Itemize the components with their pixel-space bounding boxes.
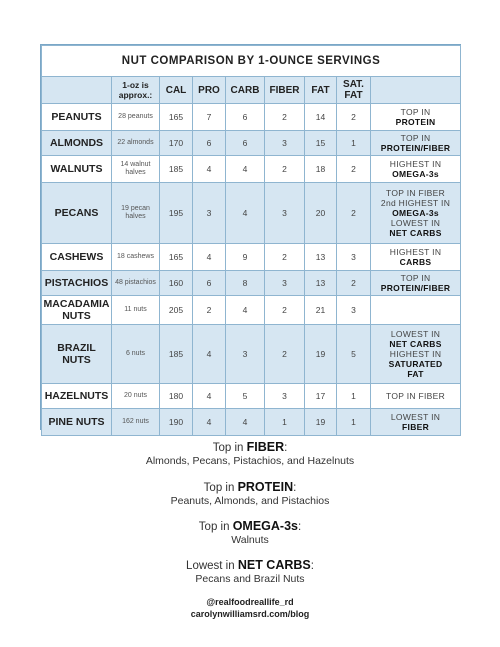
note-line: NET CARBS <box>389 228 442 238</box>
table-row <box>42 183 461 244</box>
cell-cal: 185 <box>160 156 193 183</box>
cell-carb: 4 <box>226 183 265 244</box>
header-carb: CARB <box>226 77 265 104</box>
cell-fat: 18 <box>305 156 337 183</box>
cell-fiber: 1 <box>265 409 305 436</box>
cell-fat: 20 <box>305 183 337 244</box>
summary-suffix: : <box>284 442 288 454</box>
website-url: carolynwilliamsrd.com/blog <box>190 609 310 619</box>
header-note-empty <box>371 77 461 104</box>
cell-fiber: 3 <box>265 271 305 296</box>
nut-name: ALMONDS <box>42 131 112 156</box>
cell-pro: 7 <box>193 104 226 131</box>
cell-carb: 3 <box>226 325 265 384</box>
header-nut-empty <box>42 77 112 104</box>
table-title: NUT COMPARISON BY 1-OUNCE SERVINGS <box>42 46 461 77</box>
summary-heading <box>0 480 500 494</box>
note-line: PROTEIN <box>395 117 436 127</box>
note-line: TOP IN <box>400 273 431 283</box>
header-satfat: SAT. FAT <box>337 77 371 104</box>
note-line: OMEGA-3s <box>392 169 439 179</box>
header-pro: PRO <box>193 77 226 104</box>
cell-carb: 9 <box>226 244 265 271</box>
note-line: SATURATED <box>388 359 443 369</box>
table-row <box>42 384 461 409</box>
credits <box>0 596 500 620</box>
cell-approx: 6 nuts <box>112 325 160 384</box>
cell-fat: 17 <box>305 384 337 409</box>
summary-heading <box>0 519 500 533</box>
table-row <box>42 271 461 296</box>
cell-approx: 22 almonds <box>112 131 160 156</box>
note-line: HIGHEST IN <box>389 159 442 169</box>
cell-pro: 4 <box>193 156 226 183</box>
summary-heading <box>0 558 500 572</box>
cell-fiber: 2 <box>265 104 305 131</box>
nut-name: PEANUTS <box>42 104 112 131</box>
cell-satfat: 3 <box>337 244 371 271</box>
cell-note <box>371 104 461 131</box>
summary-suffix: : <box>310 560 314 572</box>
cell-note <box>371 384 461 409</box>
cell-cal: 205 <box>160 296 193 325</box>
nut-name: PINE NUTS <box>42 409 112 436</box>
cell-fat: 21 <box>305 296 337 325</box>
note-line: CARBS <box>399 257 432 267</box>
cell-cal: 195 <box>160 183 193 244</box>
summary-block <box>0 519 500 546</box>
summary-detail: Walnuts <box>231 534 269 546</box>
nut-name: WALNUTS <box>42 156 112 183</box>
cell-fiber: 3 <box>265 131 305 156</box>
cell-cal: 190 <box>160 409 193 436</box>
cell-fiber: 3 <box>265 183 305 244</box>
cell-pro: 6 <box>193 271 226 296</box>
table-row <box>42 244 461 271</box>
summary-block <box>0 558 500 585</box>
cell-fiber: 3 <box>265 384 305 409</box>
cell-carb: 6 <box>226 131 265 156</box>
cell-note <box>371 131 461 156</box>
cell-fat: 19 <box>305 325 337 384</box>
cell-satfat: 5 <box>337 325 371 384</box>
cell-fat: 13 <box>305 244 337 271</box>
nut-name: PISTACHIOS <box>42 271 112 296</box>
cell-note <box>371 244 461 271</box>
table-row <box>42 156 461 183</box>
cell-satfat: 1 <box>337 409 371 436</box>
note-line: OMEGA-3s <box>392 208 439 218</box>
cell-note <box>371 156 461 183</box>
summary-keyword: OMEGA-3s <box>232 519 298 533</box>
cell-pro: 6 <box>193 131 226 156</box>
summary-prefix: Top in <box>203 482 238 494</box>
note-line: FIBER <box>402 422 430 432</box>
cell-note <box>371 325 461 384</box>
note-line: HIGHEST IN <box>389 349 442 359</box>
header-fiber: FIBER <box>265 77 305 104</box>
cell-cal: 165 <box>160 244 193 271</box>
note-line: LOWEST IN <box>390 412 441 422</box>
cell-satfat: 2 <box>337 183 371 244</box>
cell-approx: 162 nuts <box>112 409 160 436</box>
header-cal: CAL <box>160 77 193 104</box>
cell-fiber: 2 <box>265 296 305 325</box>
summary-block <box>0 440 500 467</box>
summary-detail: Peanuts, Almonds, and Pistachios <box>170 495 330 507</box>
cell-approx: 18 cashews <box>112 244 160 271</box>
cell-cal: 185 <box>160 325 193 384</box>
cell-fat: 13 <box>305 271 337 296</box>
cell-satfat: 2 <box>337 271 371 296</box>
cell-carb: 4 <box>226 156 265 183</box>
cell-cal: 165 <box>160 104 193 131</box>
cell-carb: 6 <box>226 104 265 131</box>
nut-name: PECANS <box>42 183 112 244</box>
note-line: TOP IN <box>400 107 431 117</box>
summary-keyword: NET CARBS <box>237 558 311 572</box>
table-row <box>42 131 461 156</box>
cell-satfat: 1 <box>337 384 371 409</box>
cell-pro: 2 <box>193 296 226 325</box>
table-header-row <box>42 77 461 104</box>
cell-cal: 170 <box>160 131 193 156</box>
nut-name: CASHEWS <box>42 244 112 271</box>
note-line: FAT <box>407 369 424 379</box>
cell-note <box>371 409 461 436</box>
note-line: TOP IN FIBER <box>386 391 446 401</box>
cell-approx: 28 peanuts <box>112 104 160 131</box>
nut-name: MACADAMIA NUTS <box>42 296 112 325</box>
note-line: LOWEST IN <box>390 218 441 228</box>
cell-approx: 48 pistachios <box>112 271 160 296</box>
note-line: 2nd HIGHEST IN <box>380 198 451 208</box>
cell-pro: 4 <box>193 244 226 271</box>
cell-pro: 4 <box>193 384 226 409</box>
note-line: HIGHEST IN <box>389 247 442 257</box>
summary-detail: Pecans and Brazil Nuts <box>195 573 305 585</box>
cell-fat: 15 <box>305 131 337 156</box>
note-line: TOP IN <box>400 133 431 143</box>
cell-satfat: 3 <box>337 296 371 325</box>
cell-note <box>371 183 461 244</box>
cell-satfat: 1 <box>337 131 371 156</box>
summary-detail: Almonds, Pecans, Pistachios, and Hazelnuts <box>145 455 355 467</box>
cell-pro: 4 <box>193 325 226 384</box>
nut-comparison-table-frame <box>40 44 461 430</box>
cell-satfat: 2 <box>337 156 371 183</box>
cell-carb: 5 <box>226 384 265 409</box>
cell-cal: 180 <box>160 384 193 409</box>
summary-prefix: Lowest in <box>186 560 238 572</box>
header-fat: FAT <box>305 77 337 104</box>
nut-name: HAZELNUTS <box>42 384 112 409</box>
table-row <box>42 104 461 131</box>
note-line: TOP IN FIBER <box>386 188 446 198</box>
summary-heading <box>0 440 500 454</box>
summary-prefix: Top in <box>198 521 233 533</box>
nut-name: BRAZIL NUTS <box>42 325 112 384</box>
note-line: PROTEIN/FIBER <box>380 143 451 153</box>
cell-fiber: 2 <box>265 325 305 384</box>
table-row <box>42 296 461 325</box>
cell-pro: 3 <box>193 183 226 244</box>
cell-pro: 4 <box>193 409 226 436</box>
summary-keyword: PROTEIN <box>237 480 294 494</box>
cell-note <box>371 296 461 325</box>
note-line: NET CARBS <box>389 339 442 349</box>
cell-cal: 160 <box>160 271 193 296</box>
cell-fiber: 2 <box>265 244 305 271</box>
cell-carb: 4 <box>226 409 265 436</box>
cell-fat: 19 <box>305 409 337 436</box>
summary-block <box>0 480 500 507</box>
summary-prefix: Top in <box>212 442 247 454</box>
note-line: PROTEIN/FIBER <box>380 283 451 293</box>
table-row <box>42 409 461 436</box>
summary-keyword: FIBER <box>246 440 285 454</box>
cell-note <box>371 271 461 296</box>
summary-suffix: : <box>293 482 297 494</box>
cell-approx: 19 pecan halves <box>112 183 160 244</box>
cell-carb: 4 <box>226 296 265 325</box>
nut-comparison-table <box>41 45 461 436</box>
cell-approx: 11 nuts <box>112 296 160 325</box>
social-handle: @realfoodreallife_rd <box>206 597 294 607</box>
table-row <box>42 325 461 384</box>
cell-approx: 20 nuts <box>112 384 160 409</box>
cell-fat: 14 <box>305 104 337 131</box>
cell-approx: 14 walnut halves <box>112 156 160 183</box>
cell-carb: 8 <box>226 271 265 296</box>
header-approx: 1-oz is approx.: <box>112 77 160 104</box>
cell-satfat: 2 <box>337 104 371 131</box>
note-line: LOWEST IN <box>390 329 441 339</box>
cell-fiber: 2 <box>265 156 305 183</box>
summary-suffix: : <box>297 521 302 533</box>
